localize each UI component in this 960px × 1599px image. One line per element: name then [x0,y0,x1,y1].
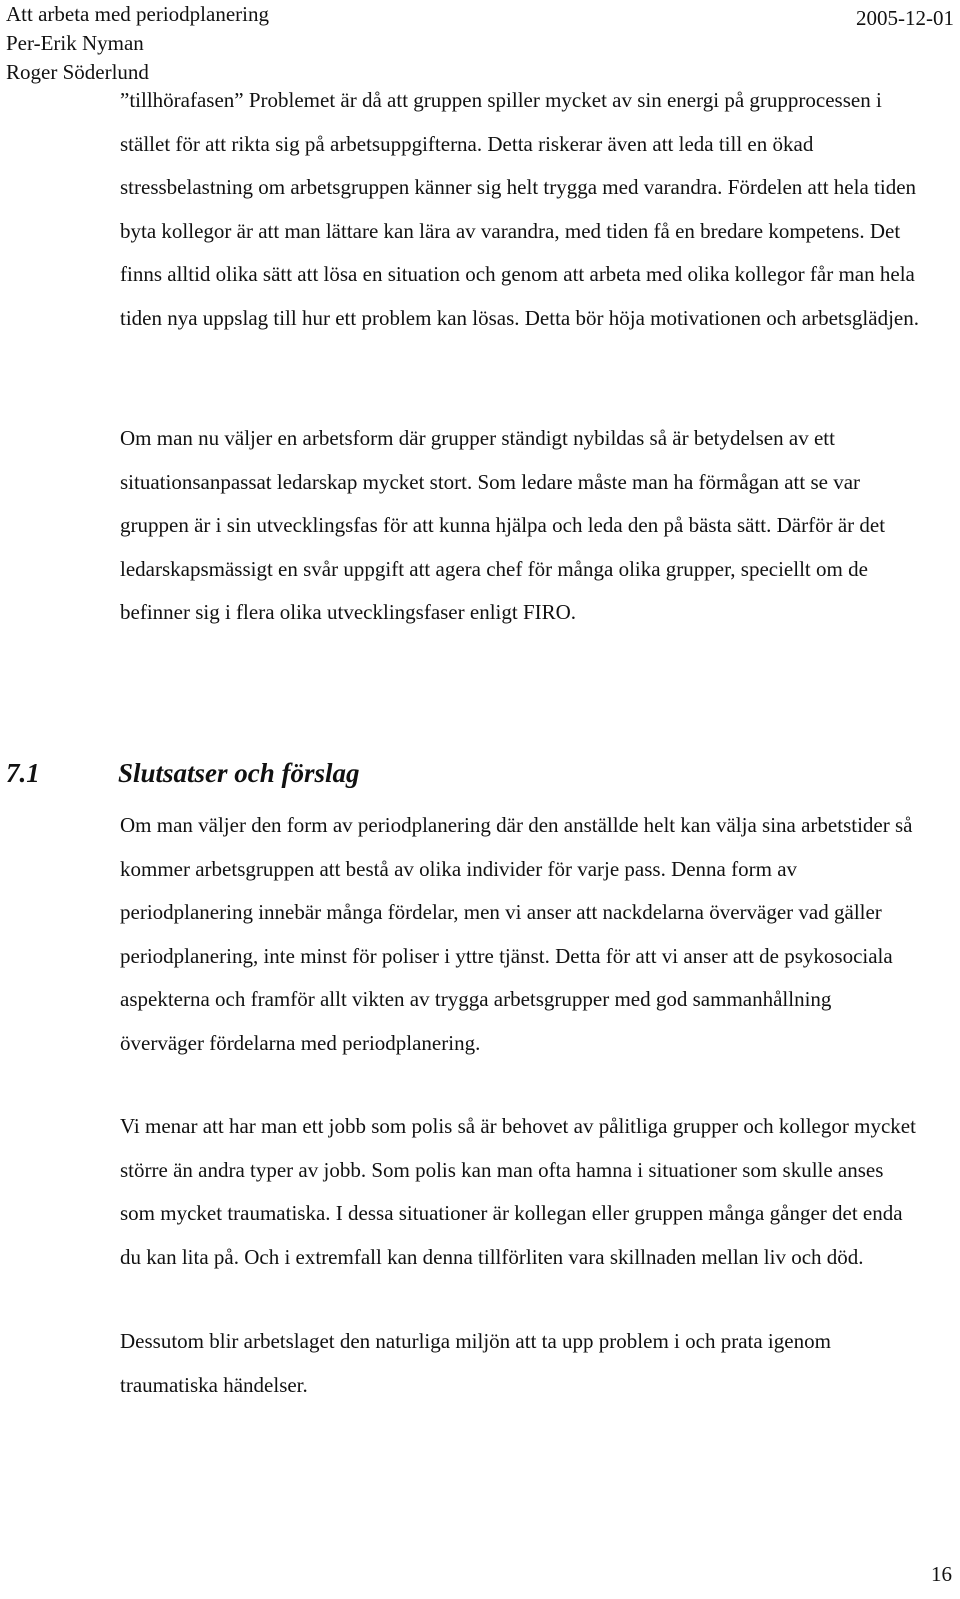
author-name: Roger Söderlund [6,60,149,84]
body-paragraph [120,79,920,340]
section-heading [6,758,360,789]
paragraph-text: Om man väljer den form av periodplanering där den anställde helt kan välja sina arbetstider så kommer arbetsgruppen att bestå av olika individer för varje pass. Denna form av periodplanering innebär många fördelar, men vi anser att nackdelarna överväger vad gäller periodplanering, inte minst för poliser i yttre tjänst. Detta för att vi anser att de psykosociala aspekterna och framför allt vikten av trygga arbetsgrupper med god sammanhållning överväger fördelarna med periodplanering. [120,813,913,1055]
section-number: 7.1 [6,758,40,788]
page-number: 16 [931,1562,952,1586]
paragraph-text: Om man nu väljer en arbetsform där grupper ständigt nybildas så är betydelsen av ett situationsanpassat ledarskap mycket stort. Som ledare måste man ha förmågan att se var gruppen är i sin utvecklingsfas för att kunna hjälpa och leda den på bästa sätt. Därför är det ledarskapsmässigt en svår uppgift att agera chef för många olika grupper, speciellt om de befinner sig i flera olika utvecklingsfaser enligt FIRO. [120,426,886,624]
paragraph-text: Vi menar att har man ett jobb som polis så är behovet av pålitliga grupper och kollegor mycket större än andra typer av jobb. Som polis kan man ofta hamna i situationer som skulle anses som mycket traumatiska. I dessa situationer är kollegan eller gruppen många gånger det enda du kan lita på. Och i extremfall kan denna tillförliten vara skillnaden mellan liv och död. [120,1114,916,1269]
document-title: Att arbeta med periodplanering [6,2,269,26]
paragraph-text: Dessutom blir arbetslaget den naturliga miljön att ta upp problem i och prata igenom traumatiska händelser. [120,1329,831,1397]
paragraph-text: ”tillhörafasen” Problemet är då att gruppen spiller mycket av sin energi på grupprocessen i stället för att rikta sig på arbetsuppgifterna. Detta riskerar även att leda till en ökad stressbelastning om arbetsgruppen känner sig helt trygga med varandra. Fördelen att hela tiden byta kollegor är att man lättare kan lära av varandra, med tiden få en bredare kompetens. Det finns alltid olika sätt att lösa en situation och genom att arbeta med olika kollegor får man hela tiden nya uppslag till hur ett problem kan lösas. Detta bör höja motivationen och arbetsglädjen. [120,88,919,330]
section-paragraph [120,1105,920,1279]
author-name: Per-Erik Nyman [6,31,144,55]
body-paragraph [120,417,920,635]
document-date: 2005-12-01 [856,6,954,30]
section-paragraph [120,1320,920,1407]
section-paragraph [120,804,920,1065]
header-left [6,0,269,87]
section-title: Slutsatser och förslag [118,758,360,788]
